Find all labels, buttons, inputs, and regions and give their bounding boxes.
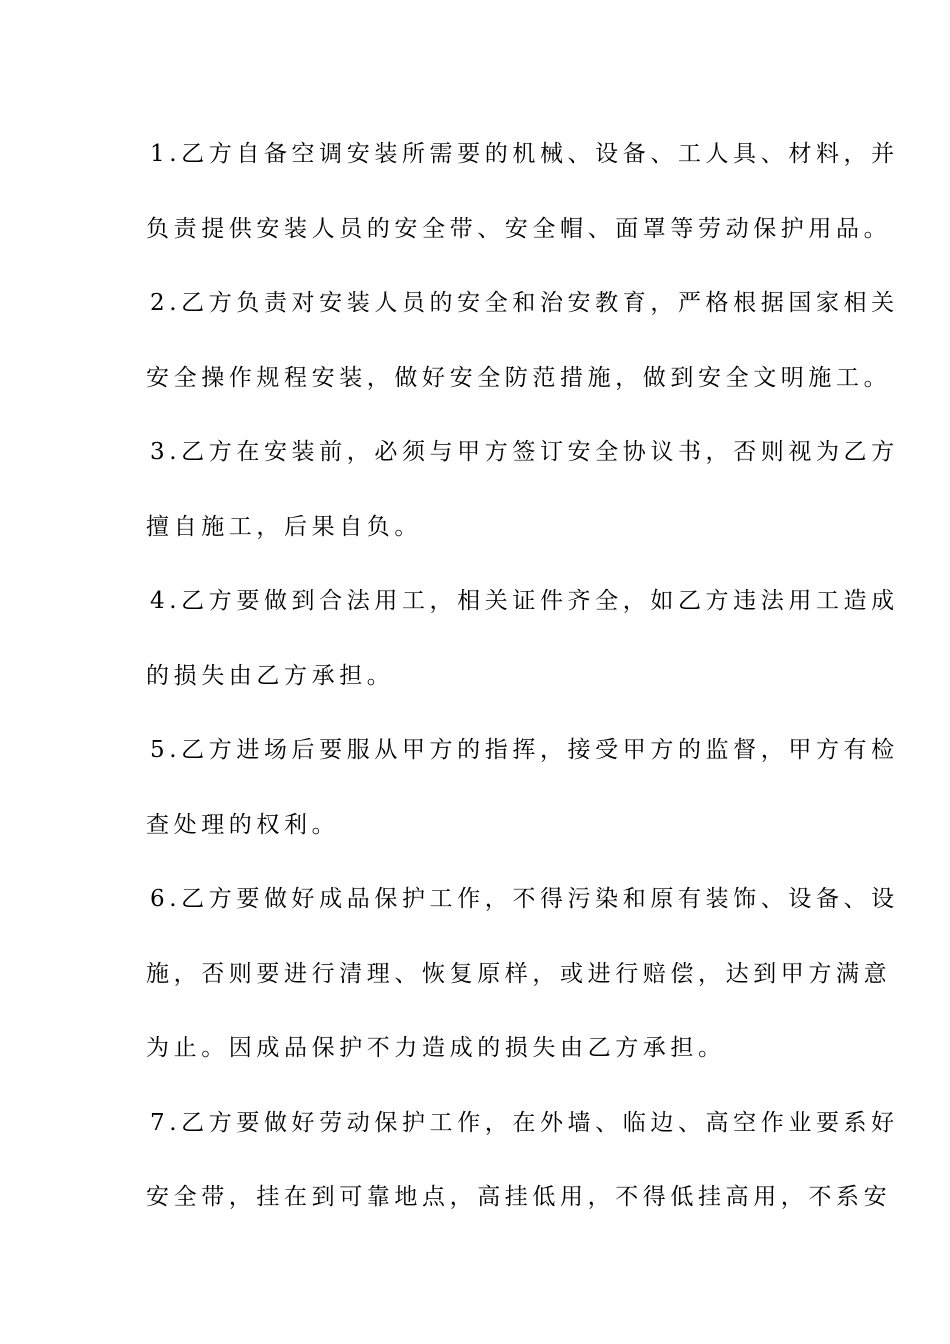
clause-7-line-2: 安全带，挂在到可靠地点，高挂低用，不得低挂高用，不系安 — [146, 1184, 892, 1210]
clause-3-line-1: 3.乙方在安装前，必须与甲方签订安全协议书，否则视为乙方 — [150, 439, 899, 465]
clause-6-line-3: 为止。因成品保护不力造成的损失由乙方承担。 — [146, 1035, 726, 1061]
clause-2-line-1: 2.乙方负责对安装人员的安全和治安教育，严格根据国家相关 — [150, 290, 899, 316]
document-body — [146, 124, 899, 1242]
clause-2-line-2: 安全操作规程安装，做好安全防范措施，做到安全文明施工。 — [146, 364, 892, 391]
clause-5-line-1: 5.乙方进场后要服从甲方的指挥，接受甲方的监督，甲方有检 — [150, 737, 899, 763]
clause-1-line-2: 负责提供安装人员的安全带、安全帽、面罩等劳动保护用品。 — [146, 215, 892, 242]
clause-6-line-2: 施，否则要进行清理、恢复原样，或进行赔偿，达到甲方满意 — [146, 960, 892, 987]
clause-6-line-1: 6.乙方要做好成品保护工作，不得污染和原有装饰、设备、设 — [150, 886, 899, 912]
clause-1-line-1: 1.乙方自备空调安装所需要的机械、设备、工人具、材料，并 — [150, 141, 899, 167]
clause-3-line-2: 擅自施工，后果自负。 — [146, 513, 422, 540]
clause-5-line-2: 查处理的权利。 — [146, 811, 340, 838]
clause-4-line-2: 的损失由乙方承担。 — [146, 662, 395, 689]
clause-4-line-1: 4.乙方要做到合法用工，相关证件齐全，如乙方违法用工造成 — [150, 588, 899, 614]
clause-7-line-1: 7.乙方要做好劳动保护工作，在外墙、临边、高空作业要系好 — [150, 1109, 899, 1136]
